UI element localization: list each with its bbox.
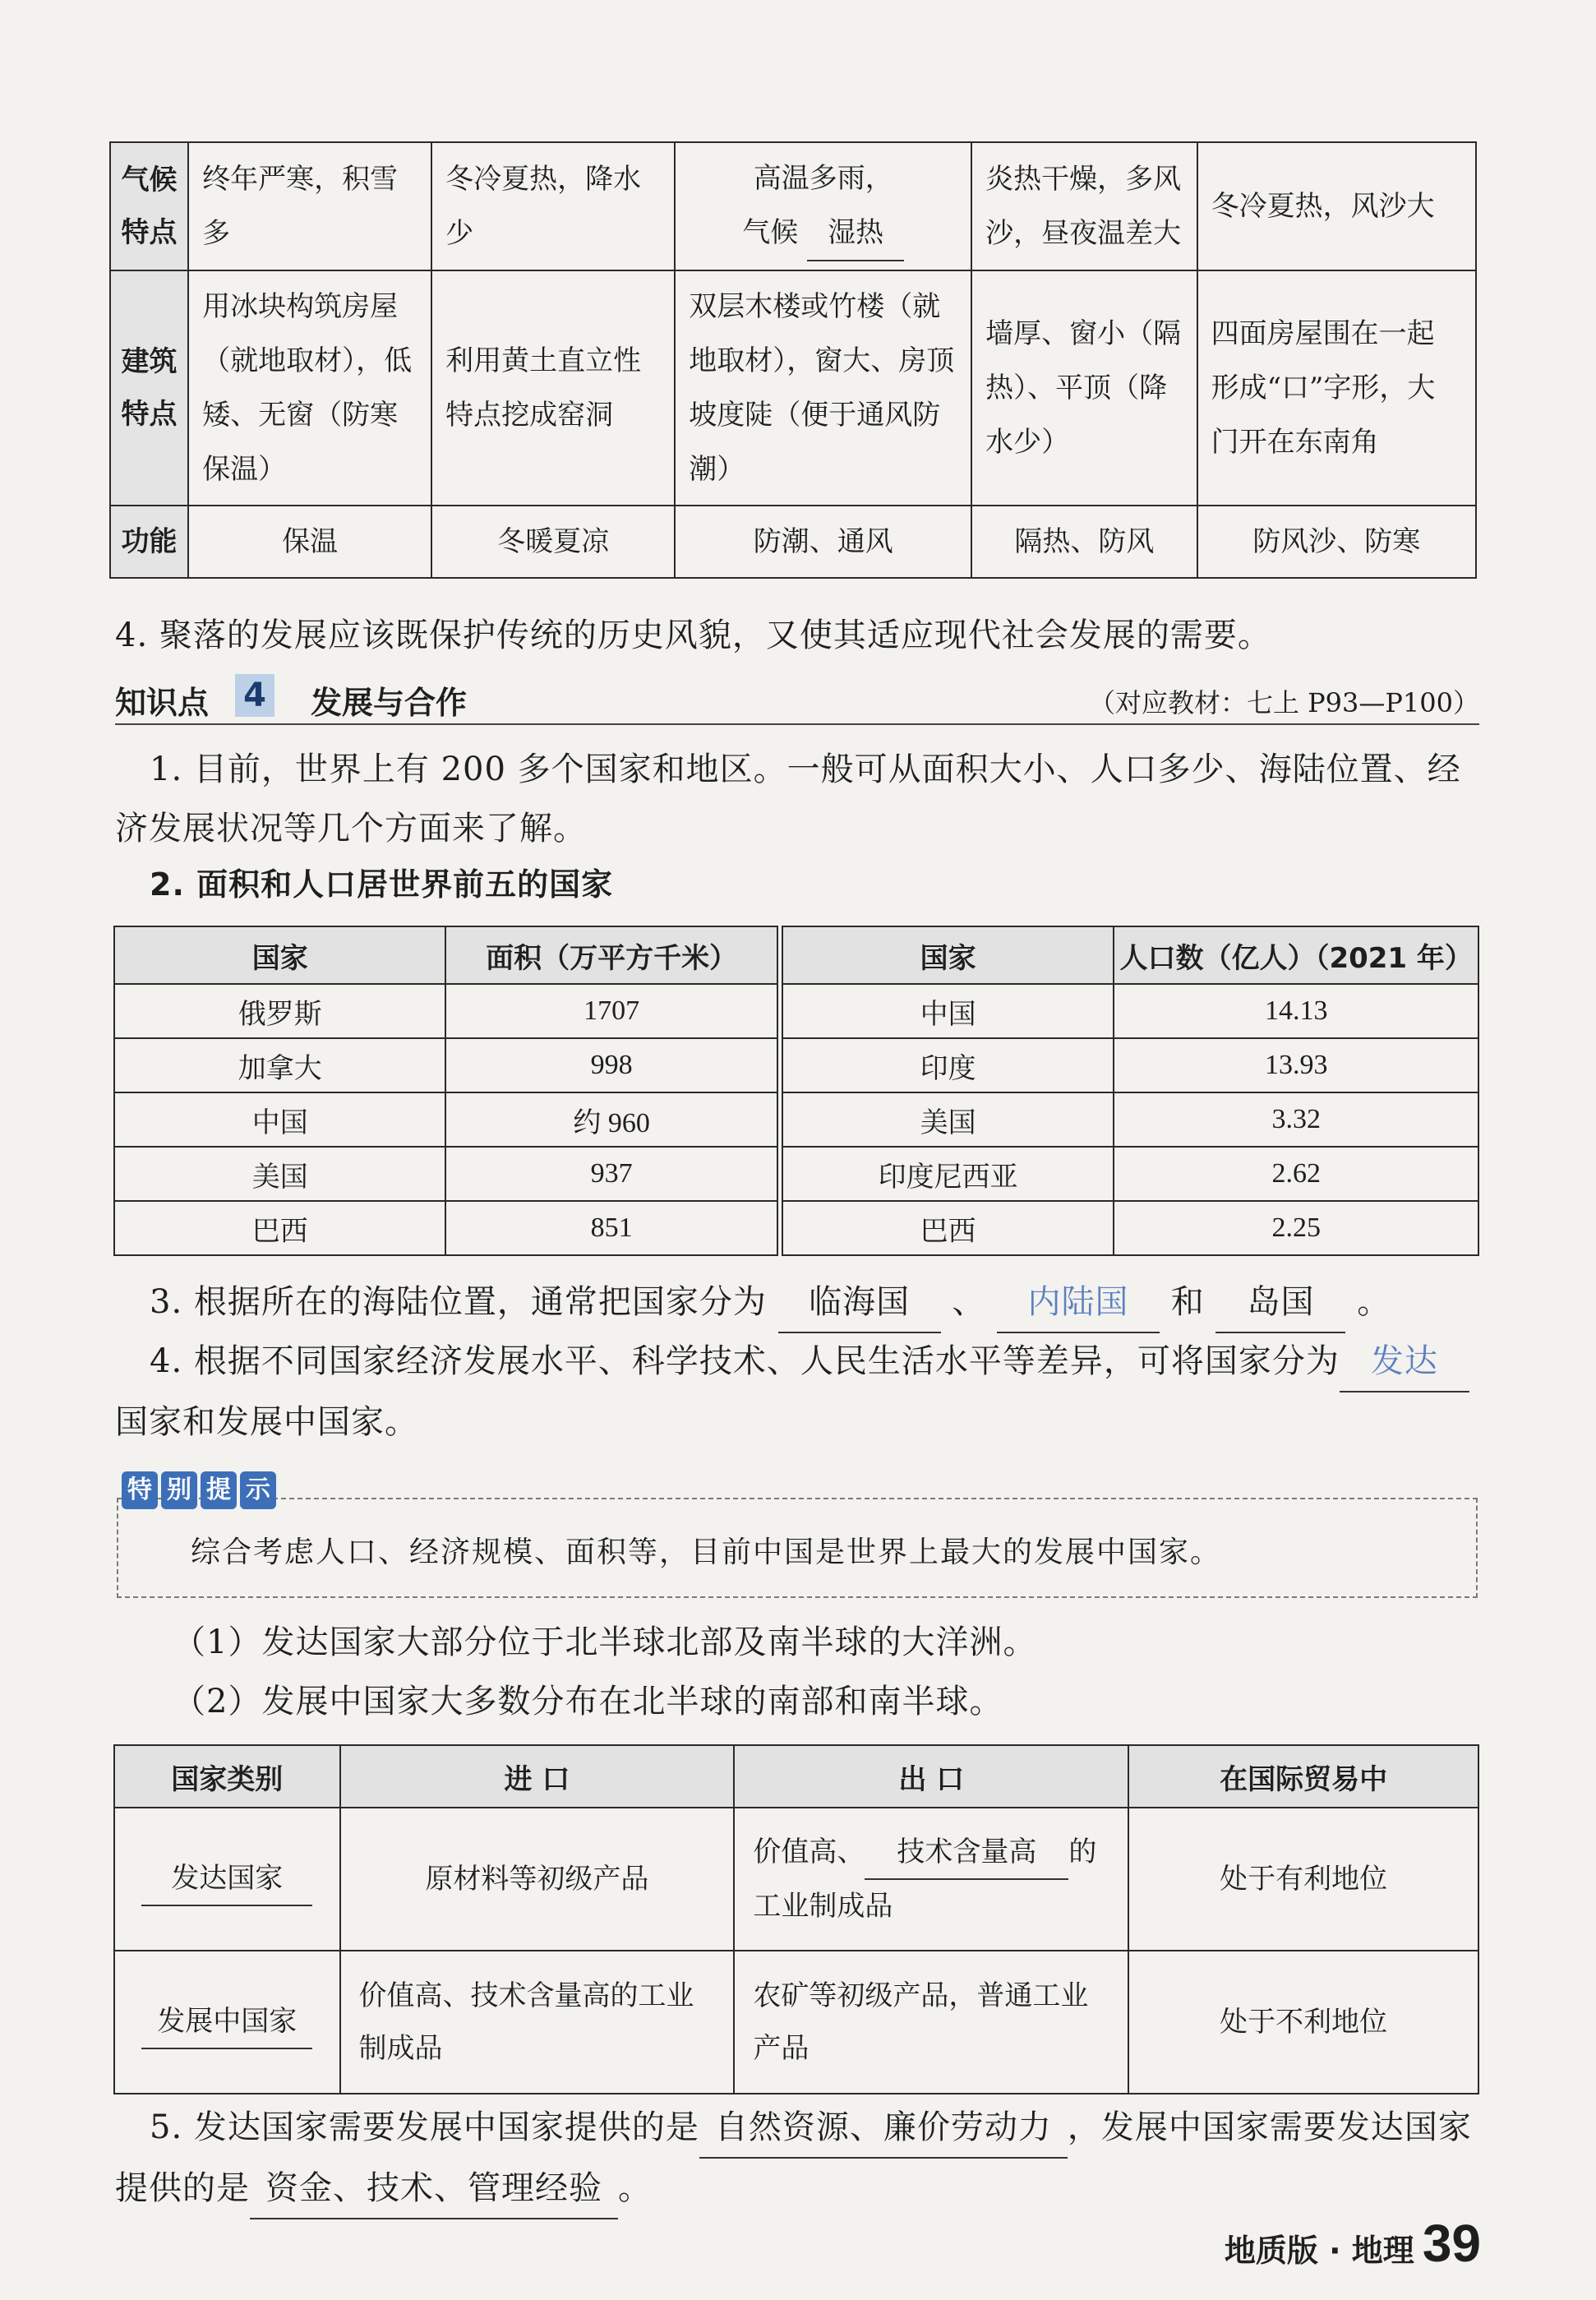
sentence-text: 5. 发达国家需要发展中国家提供的是 (150, 2108, 699, 2146)
table-cell (114, 1808, 340, 1951)
badge-char: 示 (240, 1471, 276, 1509)
table-header-row (114, 926, 1478, 984)
table-cell: 炎热干燥，多风沙，昼夜温差大 (971, 142, 1197, 270)
table-header-row (114, 1745, 1478, 1808)
table-cell: 冬暖夏凉 (431, 506, 675, 578)
sentence-text: 4. 根据不同国家经济发展水平、科学技术、人民生活水平等差异，可将国家分为 (150, 1342, 1340, 1380)
table-cell: 2.25 (1114, 1201, 1478, 1255)
section-title: 发展与合作 (311, 685, 468, 721)
settlement-point-4: 4. 聚落的发展应该既保护传统的历史风貌，又使其适应现代社会发展的需要。 (115, 617, 1271, 654)
table-cell: 巴西 (782, 1201, 1114, 1255)
section-heading (115, 674, 1479, 725)
table-row (110, 506, 1476, 578)
table-row (114, 1951, 1478, 2094)
section-reference: （对应教材：七上 P93—P100） (1088, 687, 1479, 718)
paragraph-1: 1. 目前，世界上有 200 多个国家和地区。一般可从面积大小、人口多少、海陆位置、经济发展状况等几个方面来了解。 (115, 751, 1461, 847)
answer-blank: 湿热 (807, 206, 904, 261)
table-cell: 13.93 (1114, 1038, 1478, 1092)
table-cell: 防风沙、防寒 (1197, 506, 1476, 578)
table-cell: 冬冷夏热，降水少 (431, 142, 675, 270)
table-row (114, 1808, 1478, 1951)
table-cell: 保温 (188, 506, 431, 578)
row-header: 功能 (110, 506, 188, 578)
table-cell: 防潮、通风 (675, 506, 971, 578)
answer-blank: 临海国 (778, 1272, 941, 1333)
row-header: 建筑特点 (110, 270, 188, 506)
table-row (110, 270, 1476, 506)
paragraph-4 (115, 1332, 1479, 1452)
cell-text: 的工业制成品 (753, 1836, 1097, 1923)
table-row (114, 984, 1478, 1038)
paragraph-2-heading: 2. 面积和人口居世界前五的国家 (150, 866, 614, 903)
table-cell: 998 (445, 1038, 777, 1092)
paragraph-4-1: （1）发达国家大部分位于北半球北部及南半球的大洋洲。 (173, 1623, 1037, 1661)
section-label: 知识点 (115, 685, 210, 721)
footer-label: 地质版 · 地理 (1224, 2233, 1414, 2269)
trade-table (113, 1744, 1479, 2094)
badge-char: 特 (122, 1471, 158, 1509)
paragraph-5 (115, 2098, 1479, 2219)
table-cell: 851 (445, 1201, 777, 1255)
table-cell: 冬冷夏热，风沙大 (1197, 142, 1476, 270)
table-cell: 双层木楼或竹楼（就地取材），窗大、房顶坡度陡（便于通风防潮） (675, 270, 971, 506)
cell-text: 价值高、 (753, 1836, 865, 1868)
table-cell: 加拿大 (114, 1038, 445, 1092)
column-header: 国家 (114, 926, 445, 984)
cell-line: 高温多雨， (753, 162, 893, 195)
table-cell: 14.13 (1114, 984, 1478, 1038)
table-row (110, 142, 1476, 270)
sentence-text: ，发展中国家需要发达国家提供的是 (115, 2108, 1472, 2207)
table-cell: 利用黄土直立性特点挖成窑洞 (431, 270, 675, 506)
sentence-text: 国家和发展中国家。 (115, 1403, 418, 1441)
table-cell: 印度尼西亚 (782, 1147, 1114, 1201)
section-number: 4 (235, 674, 274, 717)
table-cell: 1707 (445, 984, 777, 1038)
table-cell: 巴西 (114, 1201, 445, 1255)
climate-architecture-table (109, 141, 1477, 579)
paragraph-4-2: （2）发展中国家大多数分布在北半球的南部和南半球。 (173, 1683, 1003, 1720)
table-row (114, 1201, 1478, 1255)
column-header: 进 口 (340, 1745, 735, 1808)
answer-blank: 发达 (1340, 1332, 1469, 1392)
answer-blank: 技术含量高 (865, 1826, 1068, 1880)
climate-label: 气候 (742, 216, 799, 249)
table-cell: 价值高、技术含量高的工业制成品 (340, 1951, 735, 2094)
row-header: 气候特点 (110, 142, 188, 270)
answer-blank: 岛国 (1215, 1272, 1345, 1333)
answer-blank: 发达国家 (141, 1852, 312, 1906)
table-cell: 937 (445, 1147, 777, 1201)
table-cell: 四面房屋围在一起形成“口”字形，大门开在东南角 (1197, 270, 1476, 506)
table-cell: 隔热、防风 (971, 506, 1197, 578)
table-row (114, 1092, 1478, 1147)
page-number: 39 (1422, 2214, 1481, 2273)
sentence-end: 。 (1357, 1283, 1391, 1321)
answer-blank: 自然资源、廉价劳动力 (699, 2098, 1068, 2159)
cell-line (689, 206, 957, 261)
table-cell: 用冰块构筑房屋（就地取材），低矮、无窗（防寒保温） (188, 270, 431, 506)
answer-blank: 内陆国 (997, 1272, 1160, 1333)
column-header: 国家类别 (114, 1745, 340, 1808)
special-tip-text: 综合考虑人口、经济规模、面积等，目前中国是世界上最大的发展中国家。 (191, 1536, 1222, 1569)
top-five-countries-table (113, 926, 1479, 1256)
table-cell: 处于不利地位 (1128, 1951, 1478, 2094)
table-cell: 印度 (782, 1038, 1114, 1092)
sentence-text: 3. 根据所在的海陆位置，通常把国家分为 (150, 1283, 767, 1321)
table-row (114, 1038, 1478, 1092)
special-tip-badge (122, 1471, 276, 1509)
paragraph-3 (150, 1272, 1481, 1333)
table-cell: 美国 (782, 1092, 1114, 1147)
table-cell (675, 142, 971, 270)
table-cell: 3.32 (1114, 1092, 1478, 1147)
separator: 、 (952, 1283, 986, 1321)
table-cell: 原材料等初级产品 (340, 1808, 735, 1951)
column-header: 国家 (782, 926, 1114, 984)
table-cell: 农矿等初级产品，普通工业产品 (734, 1951, 1128, 2094)
table-cell: 美国 (114, 1147, 445, 1201)
column-header: 在国际贸易中 (1128, 1745, 1478, 1808)
column-header: 出 口 (734, 1745, 1128, 1808)
badge-char: 别 (161, 1471, 197, 1509)
table-cell: 终年严寒，积雪多 (188, 142, 431, 270)
table-cell: 墙厚、窗小（隔热）、平顶（降水少） (971, 270, 1197, 506)
table-cell (734, 1808, 1128, 1951)
table-cell: 处于有利地位 (1128, 1808, 1478, 1951)
column-header: 人口数（亿人）（2021 年） (1114, 926, 1478, 984)
page-footer (1225, 2213, 1481, 2274)
separator: 和 (1170, 1283, 1205, 1321)
table-cell: 中国 (782, 984, 1114, 1038)
badge-char: 提 (201, 1471, 237, 1509)
table-cell: 2.62 (1114, 1147, 1478, 1201)
table-cell: 约 960 (445, 1092, 777, 1147)
column-header: 面积（万平方千米） (445, 926, 777, 984)
table-cell (114, 1951, 340, 2094)
answer-blank: 资金、技术、管理经验 (250, 2159, 618, 2219)
sentence-end: 。 (618, 2169, 652, 2207)
answer-blank: 发展中国家 (141, 1995, 312, 2049)
table-cell: 中国 (114, 1092, 445, 1147)
table-cell: 俄罗斯 (114, 984, 445, 1038)
table-row (114, 1147, 1478, 1201)
